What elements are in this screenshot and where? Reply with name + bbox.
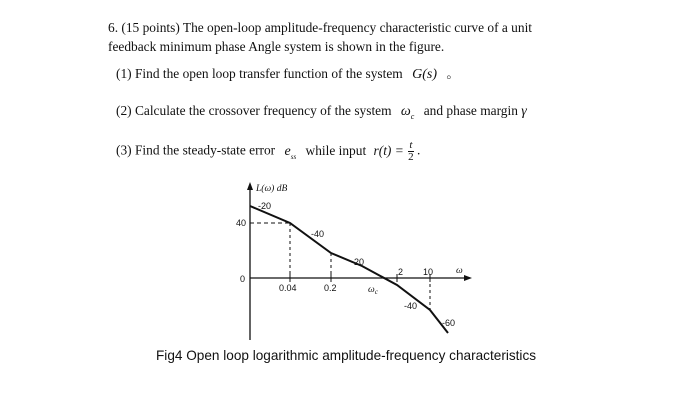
- y-axis-label: L(ω) dB: [256, 184, 288, 194]
- sub-question-1-suffix: 。: [446, 66, 460, 81]
- x-axis-label: ω: [456, 266, 463, 276]
- omega-symbol: ω: [400, 104, 411, 119]
- y-axis-arrow: [247, 182, 253, 190]
- x-tick-label-10: 10: [423, 267, 434, 277]
- input-signal-expression: r(t) =: [373, 142, 404, 158]
- slope-label-4: -40: [404, 301, 418, 311]
- slope-label-2: -40: [311, 229, 325, 239]
- slope-label-1: -20: [258, 201, 272, 211]
- x-tick-label-2: 2: [398, 267, 404, 277]
- question-intro-line-2: feedback minimum phase Angle system is shown in the figure.: [108, 39, 445, 54]
- fraction-numerator: t: [409, 139, 413, 151]
- x-tick-label-0.2: 0.2: [324, 283, 337, 293]
- omega-subscript: c: [410, 111, 415, 121]
- error-symbol: e: [284, 143, 291, 159]
- y-tick-40: 40: [236, 218, 247, 228]
- crossover-omega: ω: [368, 285, 375, 295]
- slope-label-5: -60: [442, 318, 456, 328]
- error-subscript: ss: [290, 152, 297, 161]
- sub-question-3-middle: while input: [305, 142, 367, 158]
- sub-question-1-text: (1) Find the open loop transfer function of the system: [116, 66, 403, 81]
- sub-question-3-text: (3) Find the steady-state error: [116, 142, 276, 158]
- sub-question-2-middle: and phase margin: [423, 103, 518, 118]
- slope-label-3: -20: [351, 257, 365, 267]
- crossover-frequency-label: [368, 285, 379, 296]
- fraction-denominator: 2: [408, 151, 414, 163]
- magnitude-curve: [250, 206, 448, 333]
- crossover-subscript: c: [374, 288, 378, 296]
- sub-question-2-text: (2) Calculate the crossover frequency of the system: [116, 103, 392, 118]
- transfer-function-symbol: G(s): [412, 67, 437, 82]
- y-tick-0: 0: [240, 274, 246, 284]
- sub-question-3-suffix: .: [416, 142, 421, 158]
- question-intro-line-1: 6. (15 points) The open-loop amplitude-frequency characteristic curve of a unit: [108, 20, 533, 35]
- phase-margin-symbol: γ: [521, 104, 527, 119]
- x-axis-arrow: [464, 275, 472, 281]
- x-tick-label-0.04: 0.04: [279, 283, 297, 293]
- figure-caption: Fig4 Open loop logarithmic amplitude-frequency characteristics: [156, 348, 537, 363]
